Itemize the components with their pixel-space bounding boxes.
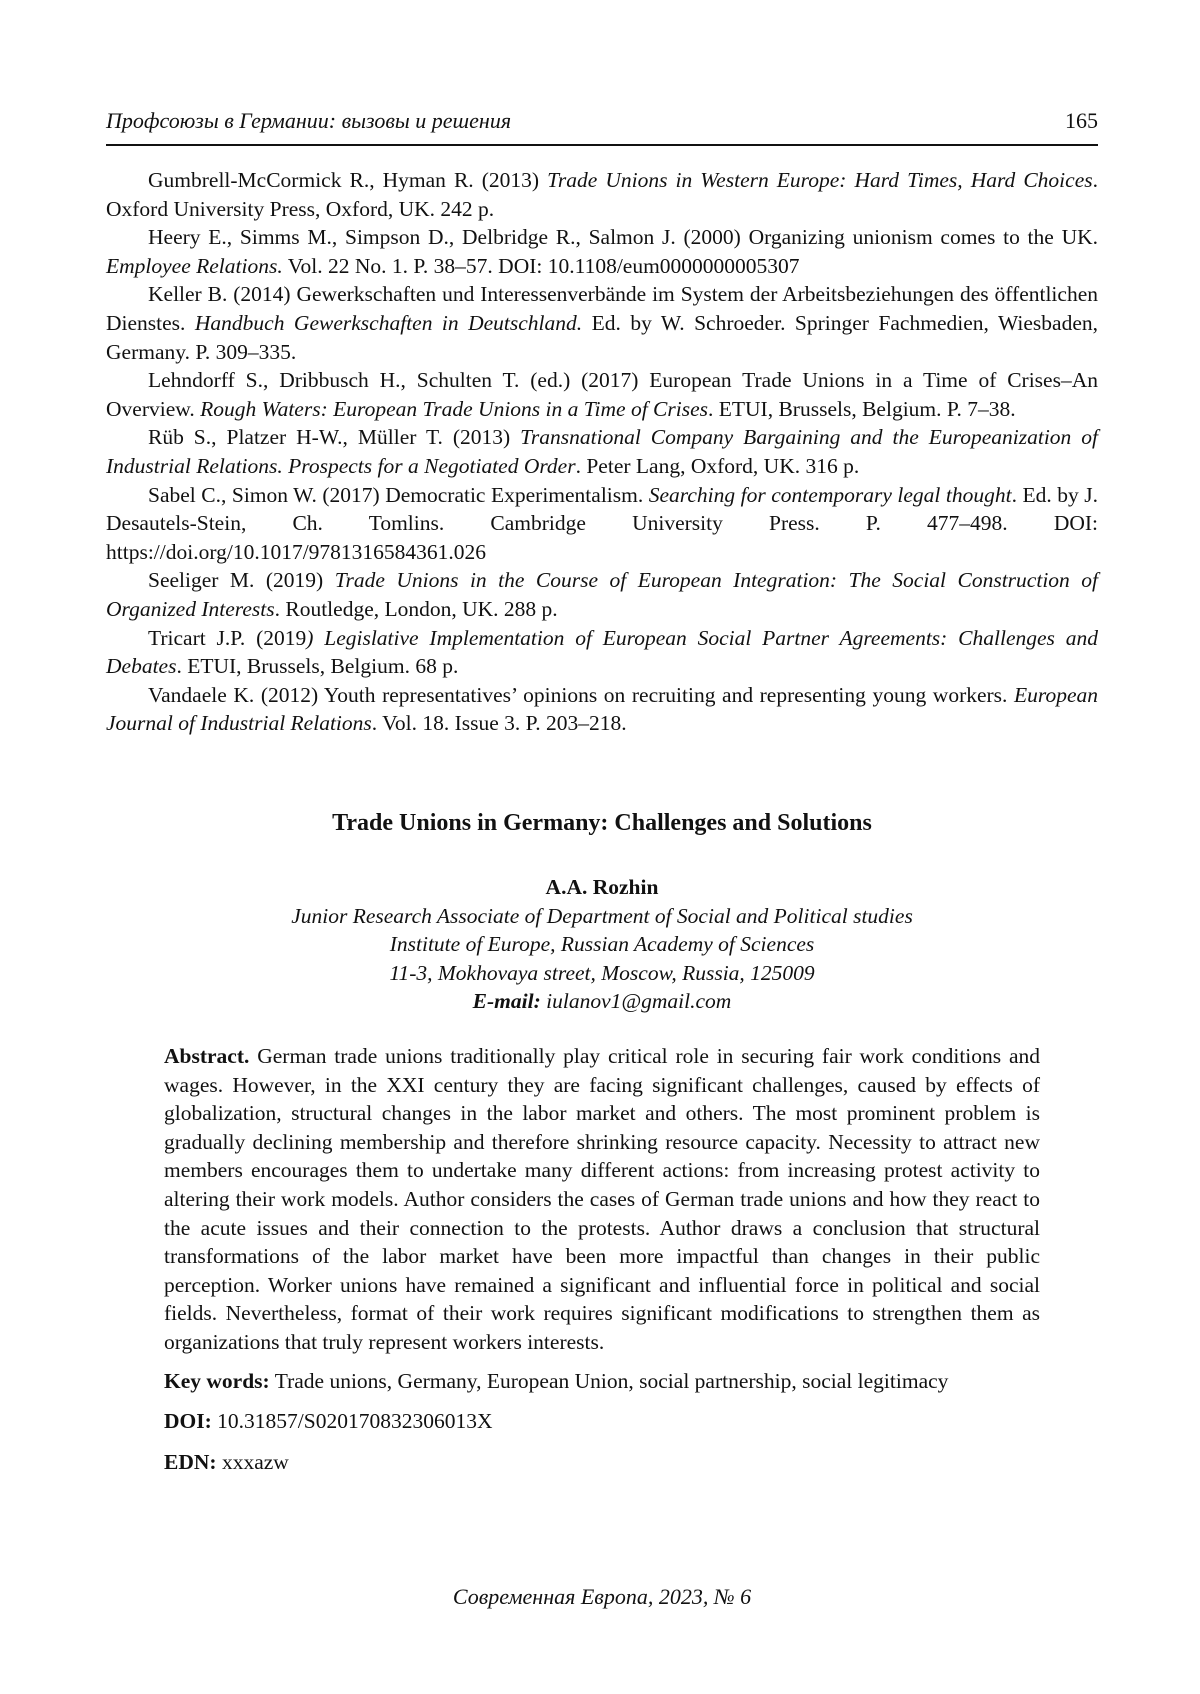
- reference-item: Vandaele K. (2012) Youth representatives’ opinions on recruiting and representing young workers. European Journal of Industrial Relations. Vol. 18. Issue 3. P. 203–218.: [106, 682, 1098, 736]
- reference-item: Sabel C., Simon W. (2017) Democratic Experimentalism. Searching for contemporary legal thought. Ed. by J. Desautels-Stein, Ch. Tomlins. Cambridge University Press. P. 477–498. DOI: https://doi.org/10.1017/9781316584361.026: [106, 482, 1099, 564]
- abstract-label: Abstract.: [164, 1044, 250, 1068]
- doi: [164, 1407, 1040, 1436]
- keywords: [164, 1367, 1040, 1396]
- author-address: 11-3, Mokhovaya street, Moscow, Russia, 125009: [389, 960, 815, 985]
- reference-list: [106, 166, 1098, 738]
- email-link[interactable]: iulanov1@gmail.com: [546, 989, 732, 1014]
- author-email: [106, 987, 1098, 1016]
- edn-value: xxxazw: [221, 1449, 289, 1474]
- running-title: Профсоюзы в Германии: вызовы и решения: [106, 108, 512, 133]
- edn: [164, 1448, 1040, 1477]
- author-block: [106, 873, 1098, 1016]
- keywords-text: Trade unions, Germany, European Union, social partnership, social legitimacy: [274, 1368, 949, 1393]
- author-position: Junior Research Associate of Department of Social and Political studies: [291, 903, 913, 928]
- article-title: Trade Unions in Germany: Challenges and Solutions: [332, 810, 872, 836]
- reference-item: Rüb S., Platzer H-W., Müller T. (2013) Transnational Company Bargaining and the Europeanization of Industrial Relations. Prospects for a Negotiated Order. Peter Lang, Oxford, UK. 316 p.: [106, 425, 1098, 478]
- abstract-block: [164, 1042, 1040, 1476]
- doi-value[interactable]: 10.31857/S020170832306013X: [217, 1409, 493, 1434]
- reference-item: Tricart J.P. (2019) Legislative Implementation of European Social Partner Agreements: Challenges and Debates. ETUI, Brussels, Belgium. 68 p.: [106, 625, 1098, 679]
- email-label: E-mail:: [472, 989, 541, 1014]
- abstract-text: German trade unions traditionally play critical role in securing fair work conditions and wages. However, in the XXI century they are facing significant challenges, caused by effects of globalization, structural changes in the labor market and others. The most prominent problem is gradually declining membership and therefore shrinking resource capacity. Necessity to attract new members encourages them to undertake many different actions: from increasing protest activity to altering their work models. Author considers the cases of German trade unions and how they react to the acute issues and their connection to the protests. Author draws a conclusion that structural transformations of the labor market have been more impactful than changes in their public perception. Worker unions have remained a significant and influential force in political and social fields. Nevertheless, format of their work requires significant modifications to strengthen them as organizations that truly represent workers interests.: [164, 1044, 1041, 1354]
- abstract: [164, 1042, 1040, 1357]
- journal-footer: Современная Европа, 2023, № 6: [452, 1584, 752, 1609]
- edn-label: EDN:: [164, 1449, 217, 1474]
- reference-item: Keller B. (2014) Gewerkschaften und Interessenverbände im System der Arbeitsbeziehungen des öffentlichen Dienstes. Handbuch Gewerkschaften in Deutschland. Ed. by W. Schroeder. Springer Fachmedien, Wiesbaden, Germany. P. 309–335.: [106, 282, 1098, 364]
- running-header: [106, 104, 1098, 146]
- reference-item: Heery E., Simms M., Simpson D., Delbridge R., Salmon J. (2000) Organizing unionism comes to the UK. Employee Relations. Vol. 22 No. 1. P. 38–57. DOI: 10.1108/eum0000000005307: [106, 225, 1098, 278]
- keywords-label: Key words:: [164, 1368, 270, 1393]
- author-institution: Institute of Europe, Russian Academy of Sciences: [389, 932, 815, 957]
- doi-label: DOI:: [164, 1409, 212, 1434]
- reference-item: Lehndorff S., Dribbusch H., Schulten T. (ed.) (2017) European Trade Unions in a Time of Crises–An Overview. Rough Waters: European Trade Unions in a Time of Crises. ETUI, Brussels, Belgium. P. 7–38.: [106, 368, 1098, 421]
- author-name: A.A. Rozhin: [545, 875, 659, 899]
- reference-item: Seeliger M. (2019) Trade Unions in the Course of European Integration: The Social Construction of Organized Interests. Routledge, London, UK. 288 p.: [106, 568, 1098, 621]
- reference-item: Gumbrell-McCormick R., Hyman R. (2013) Trade Unions in Western Europe: Hard Times, Hard Choices. Oxford University Press, Oxford, UK. 242 p.: [106, 168, 1098, 221]
- page-number: 165: [1065, 108, 1098, 133]
